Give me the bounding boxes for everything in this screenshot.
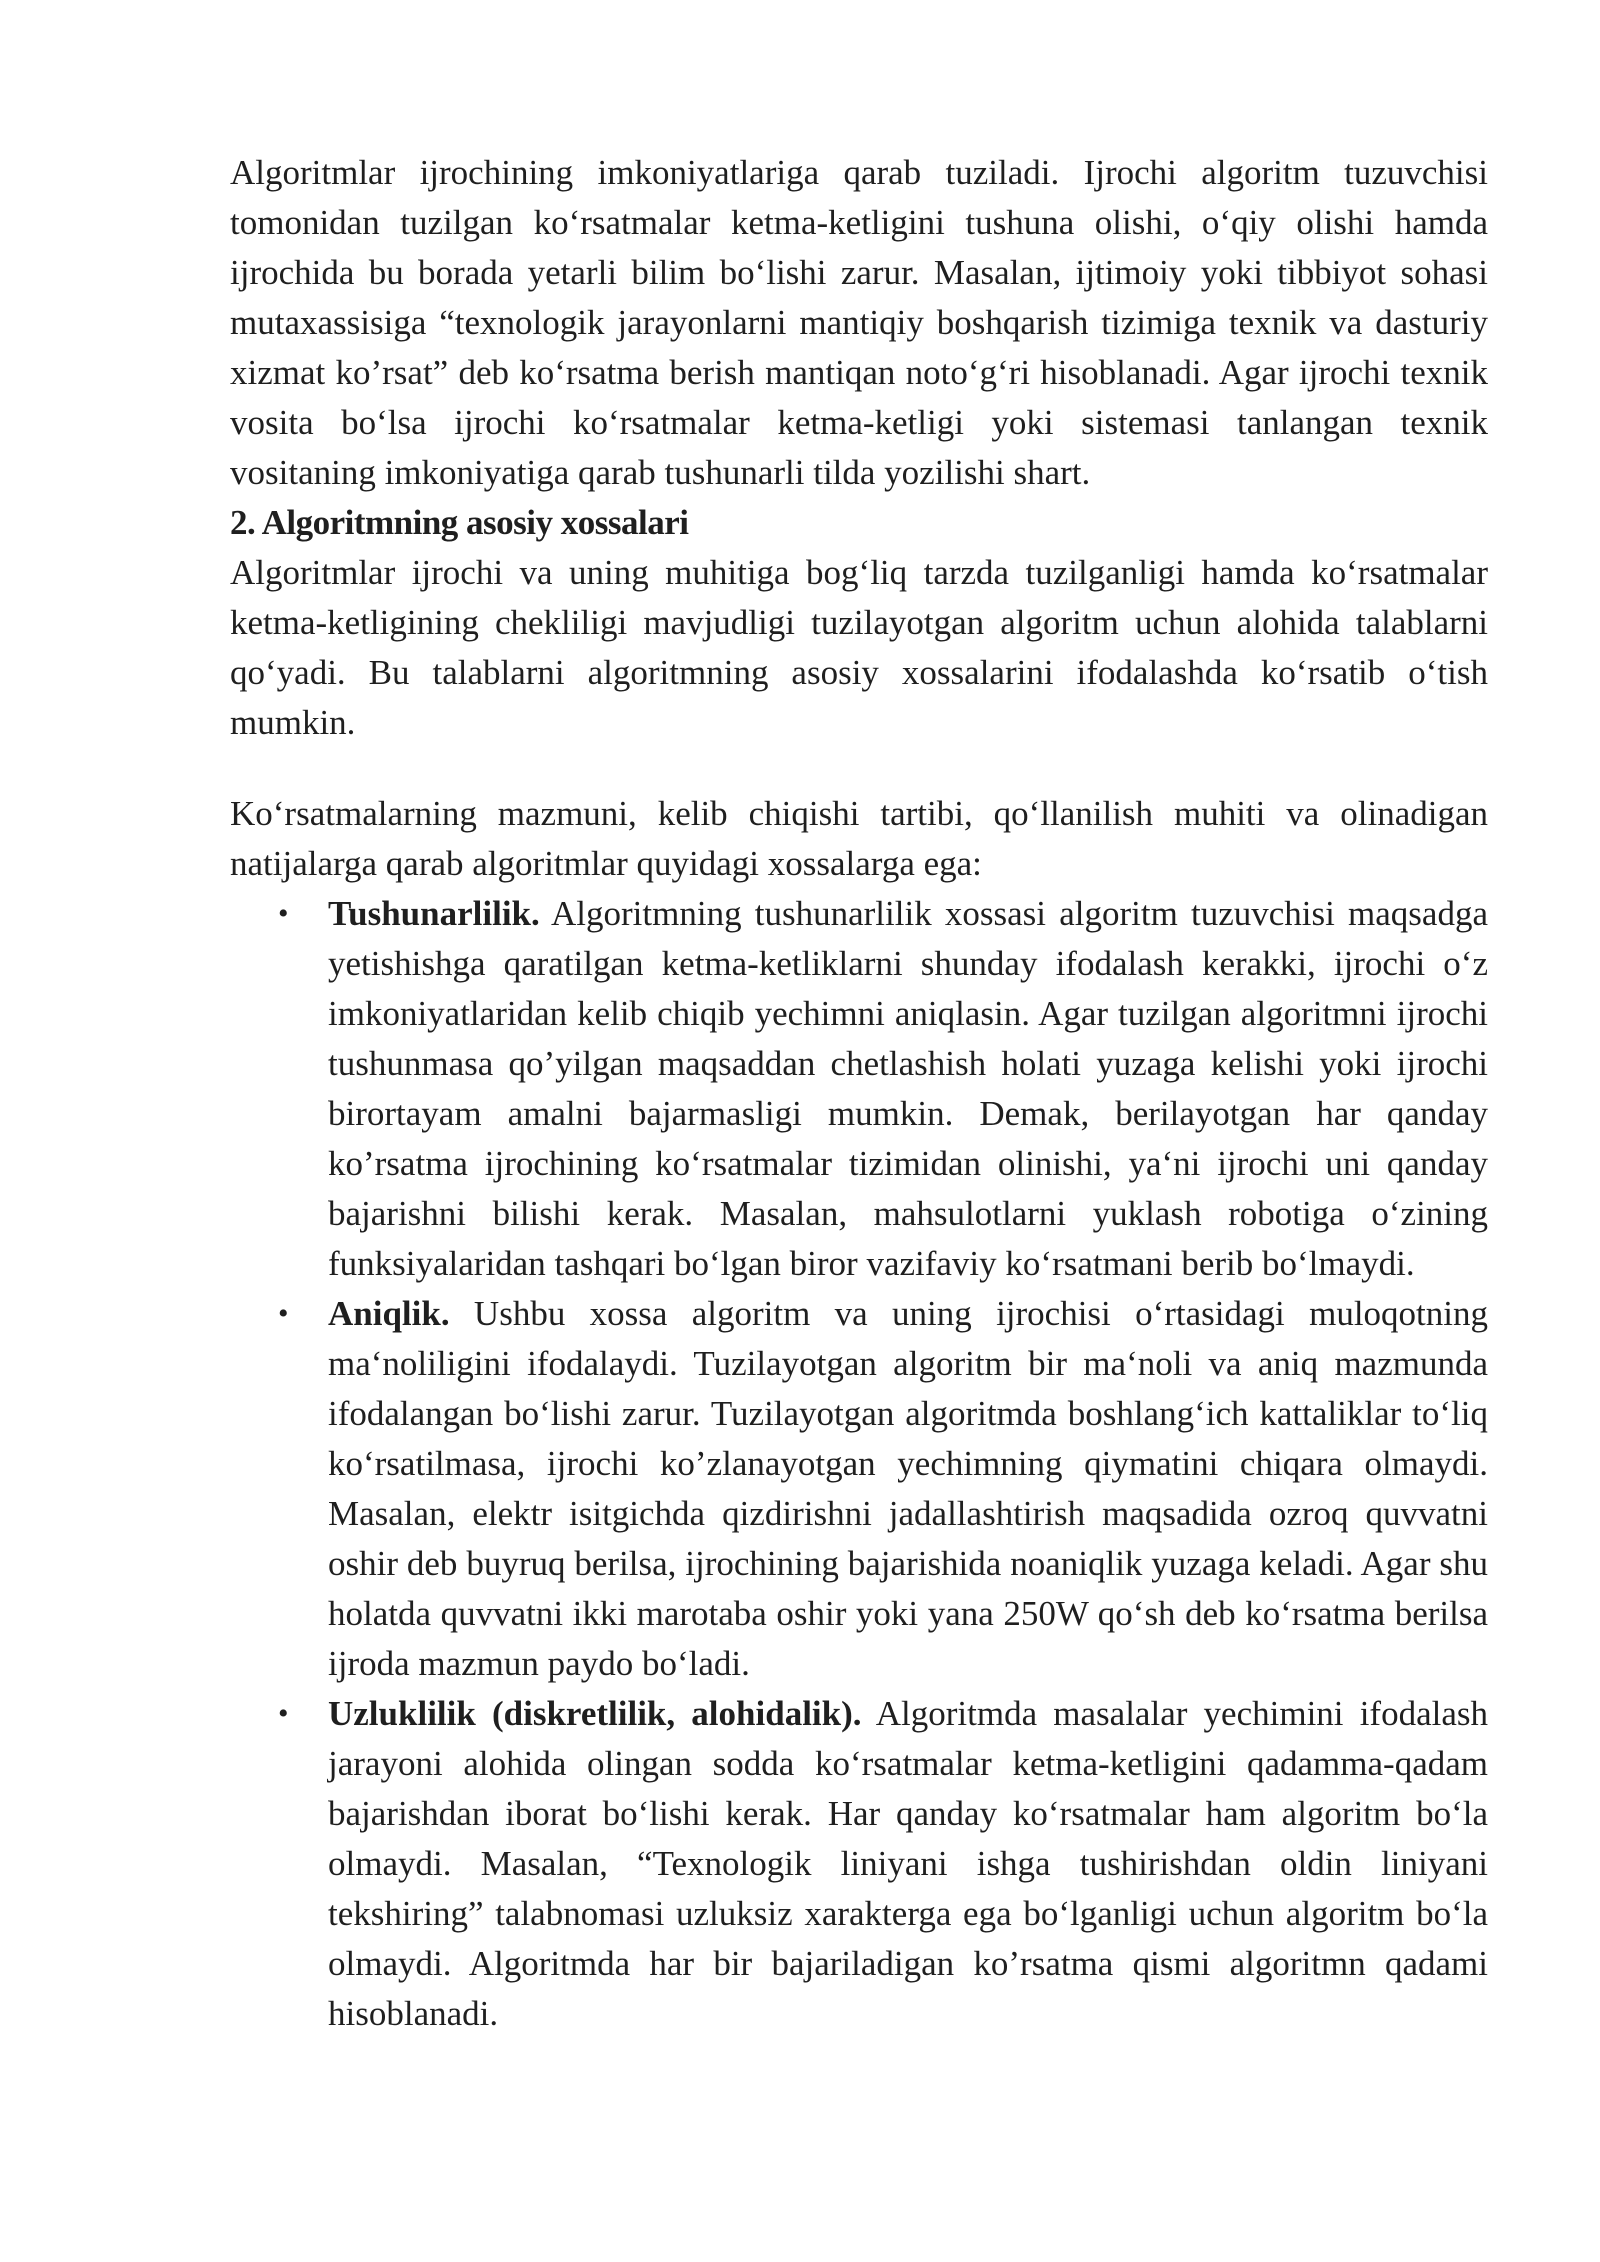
property-term: Tushunarlilik. <box>328 894 540 933</box>
bullet-icon: • <box>278 1297 289 1330</box>
property-description: Algoritmda masalalar yechimini ifodalash jarayoni alohida olingan sodda ko‘rsatmalar ketma-ketligini qadamma-qadam bajarishdan iborat bo‘lishi kerak. Har qanday ko‘rsatmalar ham algoritm bo‘la olmaydi. Masalan, “Texnologik liniyani ishga tushirishdan oldin liniyani tekshiring” talabnomasi uzluksiz xarakterga ega bo‘lganligi uchun algoritm bo‘la olmaydi. Algoritmda har bir bajariladigan ko’rsatma qismi algoritmn qadami hisoblanadi. <box>328 1694 1488 2033</box>
bullet-icon: • <box>278 1697 289 1730</box>
list-item-tushunarlilik <box>278 889 1488 1289</box>
section-heading: 2. Algoritmning asosiy xossalari <box>230 503 689 542</box>
document-page <box>230 148 1488 2039</box>
intro-paragraph: Algoritmlar ijrochining imkoniyatlariga qarab tuziladi. Ijrochi algoritm tuzuvchisi tomonidan tuzilgan ko‘rsatmalar ketma-ketligini tushuna olishi, o‘qiy olishi hamda ijrochida bu borada yetarli bilim bo‘lishi zarur. Masalan, ijtimoiy yoki tibbiyot sohasi mutaxassisiga “texnologik jarayonlarni mantiqiy boshqarish tizimiga texnik va dasturiy xizmat ko’rsat” deb ko‘rsatma berish mantiqan noto‘g‘ri hisoblanadi. Agar ijrochi texnik vosita bo‘lsa ijrochi ko‘rsatmalar ketma-ketligi yoki sistemasi tanlangan texnik vositaning imkoniyatiga qarab tushunarli tilda yozilishi shart. <box>230 153 1488 492</box>
properties-list <box>230 889 1488 2039</box>
section-paragraph: Algoritmlar ijrochi va uning muhitiga bog‘liq tarzda tuzilganligi hamda ko‘rsatmalar ketma-ketligining chekliligi mavjudligi tuzilayotgan algoritm uchun alohida talablarni qo‘yadi. Bu talablarni algoritmning asosiy xossalarini ifodalashda ko‘rsatib o‘tish mumkin. <box>230 553 1488 742</box>
property-term: Uzluklilik (diskretlilik, alohidalik). <box>328 1694 862 1733</box>
property-description: Algoritmning tushunarlilik xossasi algoritm tuzuvchisi maqsadga yetishishga qaratilgan ketma-ketliklarni shunday ifodalash kerakki, ijrochi o‘z imkoniyatlaridan kelib chiqib yechimni aniqlasin. Agar tuzilgan algoritmni ijrochi tushunmasa qo’yilgan maqsaddan chetlashish holati yuzaga kelishi yoki ijrochi birortayam amalni bajarmasligi mumkin. Demak, berilayotgan har qanday ko’rsatma ijrochining ko‘rsatmalar tizimidan olinishi, ya‘ni ijrochi uni qanday bajarishni bilishi kerak. Masalan, mahsulotlarni yuklash robotiga o‘zining funksiyalaridan tashqari bo‘lgan biror vazifaviy ko‘rsatmani berib bo‘lmaydi. <box>328 894 1488 1283</box>
property-description: Ushbu xossa algoritm va uning ijrochisi o‘rtasidagi muloqotning ma‘noliligini ifodalaydi. Tuzilayotgan algoritm bir ma‘noli va aniq mazmunda ifodalangan bo‘lishi zarur. Tuzilayotgan algoritmda boshlang‘ich kattaliklar to‘liq ko‘rsatilmasa, ijrochi ko’zlanayotgan yechimning qiymatini chiqara olmaydi. Masalan, elektr isitgichda qizdirishni jadallashtirish maqsadida ozroq quvvatni oshir deb buyruq berilsa, ijrochining bajarishida noaniqlik yuzaga keladi. Agar shu holatda quvvatni ikki marotaba oshir yoki yana 250W qo‘sh deb ko‘rsatma berilsa ijroda mazmun paydo bo‘ladi. <box>328 1294 1488 1683</box>
paragraph-spacer <box>230 748 1488 789</box>
bullet-icon: • <box>278 897 289 930</box>
list-item-uzluklilik <box>278 1689 1488 2039</box>
list-item-aniqlik <box>278 1289 1488 1689</box>
list-intro-paragraph: Ko‘rsatmalarning mazmuni, kelib chiqishi tartibi, qo‘llanilish muhiti va olinadigan natijalarga qarab algoritmlar quyidagi xossalarga ega: <box>230 794 1488 883</box>
property-term: Aniqlik. <box>328 1294 450 1333</box>
